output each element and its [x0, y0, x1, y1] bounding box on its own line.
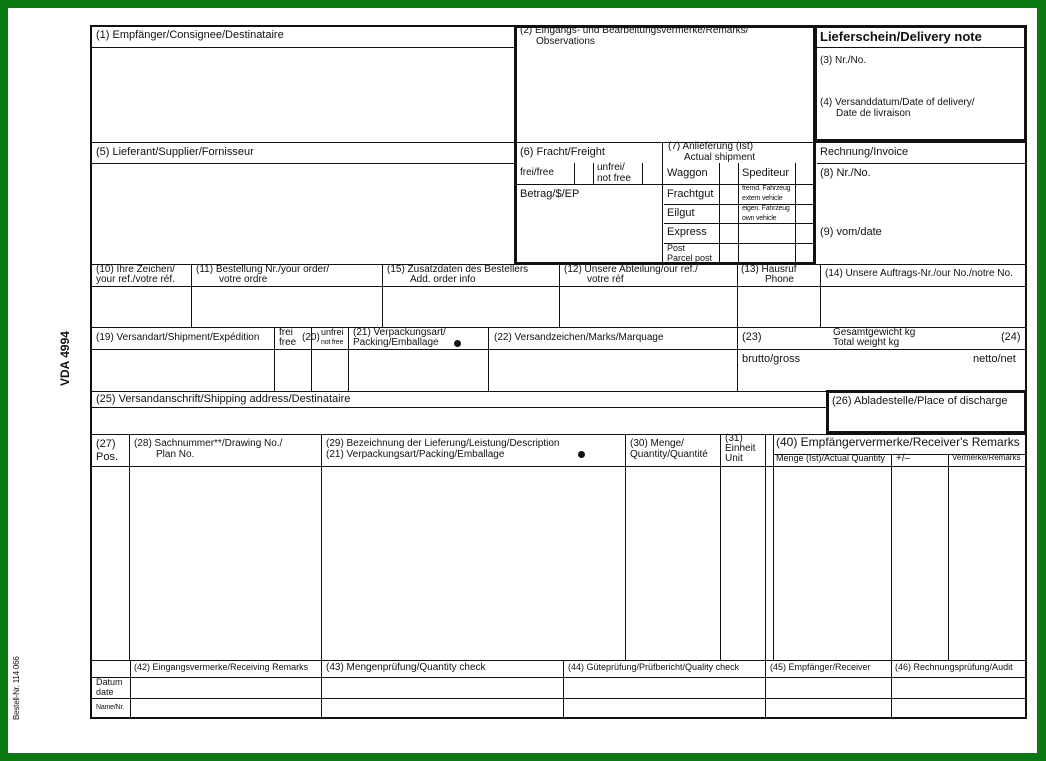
amount-label: Betrag/$/EP — [520, 188, 580, 200]
gross-label: brutto/gross — [742, 353, 801, 365]
plus-minus-label: +/– — [896, 453, 911, 464]
freight-label: (6) Fracht/Freight — [520, 146, 605, 158]
packing-label-2: Packing/Emballage — [353, 337, 439, 348]
remarks-column-label: Vermerke/Remarks — [952, 453, 1021, 462]
actual-quantity-label: Menge (Ist)/Actual Quantity — [776, 453, 886, 463]
delivery-note-form — [8, 8, 1037, 753]
phone-label: (13) Hausruf — [741, 264, 797, 275]
receiver-remarks-label: (40) Empfängervermerke/Receiver's Remarks — [776, 435, 1020, 449]
position-label: (27) — [96, 438, 116, 450]
freight-free-option[interactable]: frei/free — [520, 167, 554, 178]
receiver-label: (45) Empfänger/Receiver — [770, 662, 871, 672]
waggon-option[interactable]: Waggon — [667, 167, 708, 179]
packing-label: (21) Verpackungsart/ — [353, 327, 446, 338]
form-number: VDA 4994 — [58, 331, 72, 386]
net-label: netto/net — [973, 353, 1016, 365]
name-label: Name/Nr. — [96, 704, 124, 711]
own-vehicle-option-2: own vehicle — [742, 215, 777, 222]
express-goods-option[interactable]: Eilgut — [667, 207, 695, 219]
drawing-no-label-2: Plan No. — [156, 449, 195, 460]
your-ref-label: (10) Ihre Zeichen/ — [96, 264, 175, 275]
quantity-label: (30) Menge/ — [630, 438, 684, 449]
phone-label-2: Phone — [765, 274, 794, 285]
our-ref-label-2: votre réf — [587, 274, 624, 285]
parcel-post-option[interactable]: Post — [667, 243, 686, 253]
position-label-2: Pos. — [96, 451, 119, 463]
parcel-post-option-2: Parcel post — [667, 253, 713, 263]
consignee-label: (1) Empfänger/Consignee/Destinataire — [96, 29, 284, 41]
unit-label-2: Einheit — [725, 443, 756, 454]
extern-vehicle-option[interactable]: fremd. Fahrzeug — [742, 185, 791, 192]
own-vehicle-option[interactable]: eigen. Fahrzeug — [742, 205, 790, 212]
supplier-label: (5) Lieferant/Supplier/Fornisseur — [96, 146, 254, 158]
invoice-label: Rechnung/Invoice — [820, 146, 909, 158]
shipping-free-label-2: free — [279, 337, 297, 348]
express-option[interactable]: Express — [667, 226, 707, 238]
unit-label: (31) — [725, 433, 743, 444]
quality-check-label: (44) Güteprüfung/Prüfbericht/Quality check — [568, 662, 740, 672]
invoice-number-label: (8) Nr./No. — [820, 167, 871, 179]
order-info-label: (15) Zusatzdaten des Bestellers — [387, 264, 529, 275]
extern-vehicle-option-2: extern vehicle — [742, 195, 783, 202]
date-label-2: date — [96, 687, 114, 697]
freight-goods-option[interactable]: Frachtgut — [667, 188, 714, 200]
quantity-label-2: Quantity/Quantité — [630, 449, 708, 460]
unit-label-3: Unit — [725, 453, 743, 464]
remarks-label: (2) Eingangs- und Bearbeitungsvermerke/Remarks/ — [520, 25, 749, 36]
field-24-label: (24) — [1001, 331, 1021, 343]
forwarder-option[interactable]: Spediteur — [742, 167, 790, 179]
description-label: (29) Bezeichnung der Lieferung/Leistung/Description — [326, 438, 560, 449]
shipment-label: (7) Anlieferung (Ist) — [668, 141, 754, 152]
form-title: Lieferschein/Delivery note — [820, 29, 982, 44]
field-23-label: (23) — [742, 331, 762, 343]
note-number-label: (3) Nr./No. — [820, 55, 867, 66]
drawing-no-label: (28) Sachnummer**/Drawing No./ — [134, 438, 283, 449]
remarks-box — [514, 25, 816, 265]
delivery-date-label-2: Date de livraison — [836, 108, 911, 119]
delivery-date-label: (4) Versanddatum/Date of delivery/ — [820, 97, 975, 108]
our-order-label: (14) Unsere Auftrags-Nr./our No./notre No. — [825, 268, 1013, 279]
order-number: Bestell-Nr. 114 066 — [12, 656, 21, 720]
freight-not-free-option[interactable]: unfrei/ — [597, 162, 625, 173]
quantity-check-label: (43) Mengenprüfung/Quantity check — [326, 662, 486, 673]
audit-label: (46) Rechnungsprüfung/Audit — [895, 662, 1013, 672]
our-ref-label: (12) Unsere Abteilung/our ref./ — [564, 264, 698, 275]
shipping-not-free-label-2: not free — [321, 339, 344, 346]
shipment-type-label: (19) Versandart/Shipment/Expédition — [96, 332, 260, 343]
shipment-label-2: Actual shipment — [684, 152, 756, 163]
consignee-field[interactable] — [92, 48, 513, 141]
total-weight-label-2: Total weight kg — [833, 337, 900, 348]
description-label-2: (21) Verpackungsart/Packing/Emballage — [326, 449, 505, 460]
total-weight-label: Gesamtgewicht kg — [833, 327, 916, 338]
your-ref-label-2: your ref./votre réf. — [96, 274, 175, 285]
remarks-label-2: Observations — [536, 36, 595, 47]
discharge-label: (26) Abladestelle/Place of discharge — [832, 395, 1008, 407]
packing-dot-icon-2 — [578, 451, 585, 458]
freight-not-free-option-2: not free — [597, 173, 631, 184]
order-number-label: (11) Bestellung Nr./your order/ — [196, 264, 330, 275]
shipping-free-label[interactable]: frei — [279, 327, 293, 338]
order-number-label-2: votre ordre — [219, 274, 268, 285]
date-label: Datum — [96, 677, 123, 687]
shipping-address-label: (25) Versandanschrift/Shipping address/Destinataire — [96, 393, 351, 405]
marks-label: (22) Versandzeichen/Marks/Marquage — [494, 332, 664, 343]
packing-dot-icon — [454, 340, 461, 347]
invoice-date-label: (9) vom/date — [820, 226, 882, 238]
receiving-remarks-label: (42) Eingangsvermerke/Receiving Remarks — [134, 662, 309, 672]
shipping-not-free-label[interactable]: unfrei — [321, 327, 344, 337]
order-info-label-2: Add. order info — [410, 274, 476, 285]
field-20-label: (20) — [302, 332, 320, 343]
